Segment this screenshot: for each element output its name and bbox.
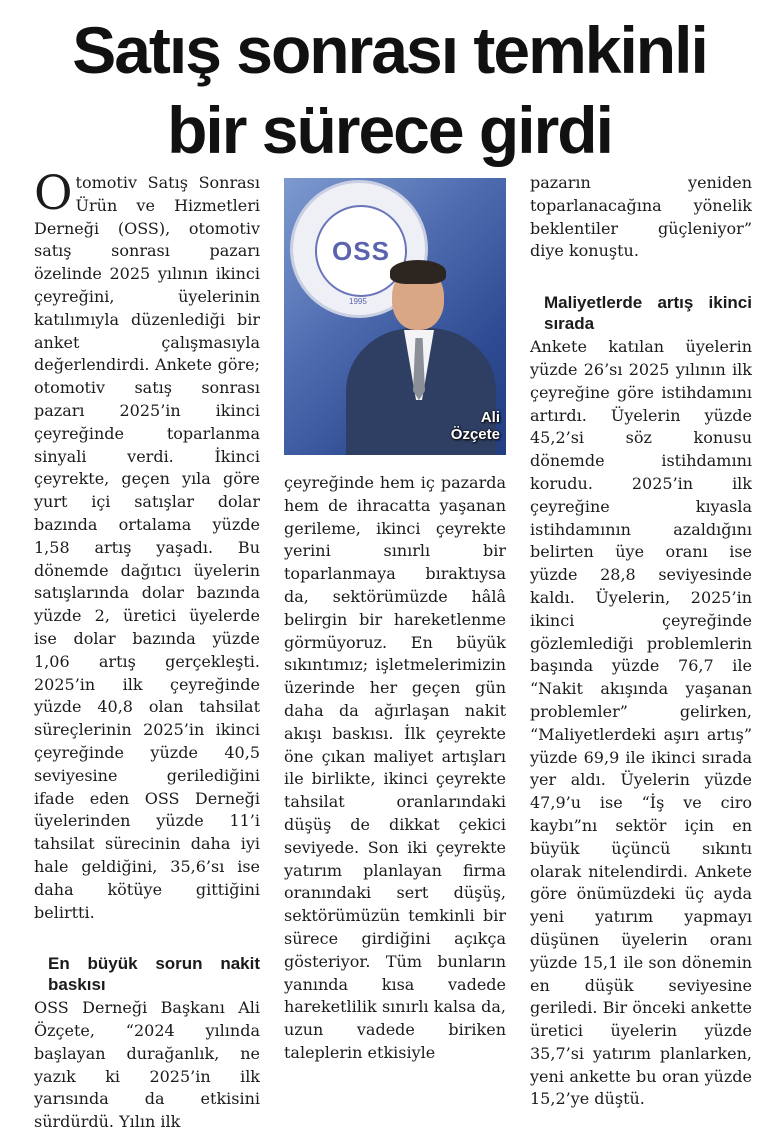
intro-paragraph: [34, 166, 260, 924]
column-3-paragraph-1: pazarın yeniden toparlanacağına yönelik beklentiler güçleniyor” diye konuştu.: [530, 173, 752, 261]
photo-ali-ozcete: [284, 178, 506, 455]
column-3-paragraph-2: Ankete katılan üyelerin yüzde 26’sı 2025 yılının ilk çeyreğine göre istihdamını artırdı. Üyelerin yüzde 45,2’si söz konusu dönemde istihdamını korudu. 2025’in ilk çeyreğine kıyasla istihdamının azaldığını belirten üye oranı ise yüzde 28,8 seviyesinde kaldı. Üyelerin, 2025’in ikinci çeyreğinde gözlemlediği problemlerin başında yüzde 76,7 ile “Nakit akışında yaşanan problemler” gelirken, “Maliyetlerdeki aşırı artış” yüzde 69,9 ile ikinci sırada yer aldı. Üyelerin yüzde 47,9’u ise “İş ve ciro kaybı”nı sektör için en büyük üçüncü sıkıntı olarak nitelendirdi. Ankete göre önümüzdeki üç ayda yeni yatırım yapmayı düşünen üyelerin oranı yüzde 15,1 ile son dönemin en düşük seviyesine geriledi. Bir önceki ankette üretici üyelerin yüzde 35,7’si yatırım planlarken, yeni ankette bu oran yüzde 15,2’ye düştü.: [530, 337, 752, 1109]
oss-logo-text: OSS: [332, 235, 390, 266]
headline: [0, 10, 779, 170]
article-column-2: [284, 472, 506, 1065]
caption-first-name: Ali: [480, 409, 500, 426]
person-hair: [390, 260, 446, 284]
headline-line-1: Satış sonrası temkinli: [72, 13, 707, 87]
column-1-paragraph-2: OSS Derneği Başkanı Ali Özçete, “2024 yılında başlayan durağanlık, ne yazık ki 2025’in ilk yarısında da etkisini sürdürdü. Yılın ilk: [34, 998, 260, 1132]
article-column-3: [530, 172, 752, 1111]
oss-logo-year: 1995: [349, 297, 367, 306]
intro-text: tomotiv Satış Sonrası Ürün ve Hizmetleri Derneği (OSS), otomotiv satış sonrası pazarı özelinde 2025 yılının ikinci çeyreğini, üyelerinin katılımıyla düzenlediği bir anket çalışmasıyla değerlendirdi. Ankete göre; otomotiv satış sonrası pazarı 2025’in ikinci çeyreğinde toparlanma sinyali verdi. İkinci çeyrekte, geçen yıla göre yurt içi satışlar dolar bazında ortalama yüzde 1,58 artış yaşadı. Bu dönemde dağıtıcı üyelerin satışlarında dolar bazında yüzde 2, üretici üyelerde ise dolar bazında yüzde 1,06 artış gerçekleşti. 2025’in ilk çeyreğinde yüzde 40,8 olan tahsilat süreçlerinin 2025’in ikinci çeyreğinde yüzde 40,5 seviyesine gerilediğini ifade eden OSS Derneği üyelerinden yüzde 11’i tahsilat sürecinin daha iyi hale geldiğini, 35,6’sı ise daha kötüye gittiğini belirtti.: [34, 173, 260, 922]
caption-last-name: Özçete: [450, 426, 500, 443]
subhead-nakit-baskisi: En büyük sorun nakit baskısı: [48, 954, 260, 995]
headline-line-2: bir sürece girdi: [167, 93, 612, 167]
subhead-maliyetler: Maliyetlerde artış ikinci sırada: [544, 293, 752, 334]
article-column-1: [34, 166, 260, 1134]
drop-cap: O: [34, 166, 73, 221]
photo-caption: [451, 409, 500, 443]
column-2-paragraph: çeyreğinde hem iç pazarda hem de ihracatta yaşanan gerileme, ikinci çeyrekte yerini sınırlı bir toparlanmaya bıraktıysa da, sektörümüzde hâlâ belirgin bir hareketlenme görmüyoruz. En büyük sıkıntımız; işletmelerimizin üzerinde her geçen gün daha da ağırlaşan nakit akışı baskısı. İlk çeyrekte öne çıkan maliyet artışları ile birlikte, ikinci çeyrekte tahsilat oranlarındaki düşüş de dikkat çekici seviyede. Son iki çeyrekte yatırım planlayan firma oranındaki sert düşüş, sektörümüzün temkinli bir sürece girdiğini açıkça gösteriyor. Tüm bunların yanında kısa vadede hareketlilik sınırlı kalsa da, uzun vadede biriken taleplerin etkisiyle: [284, 473, 506, 1062]
